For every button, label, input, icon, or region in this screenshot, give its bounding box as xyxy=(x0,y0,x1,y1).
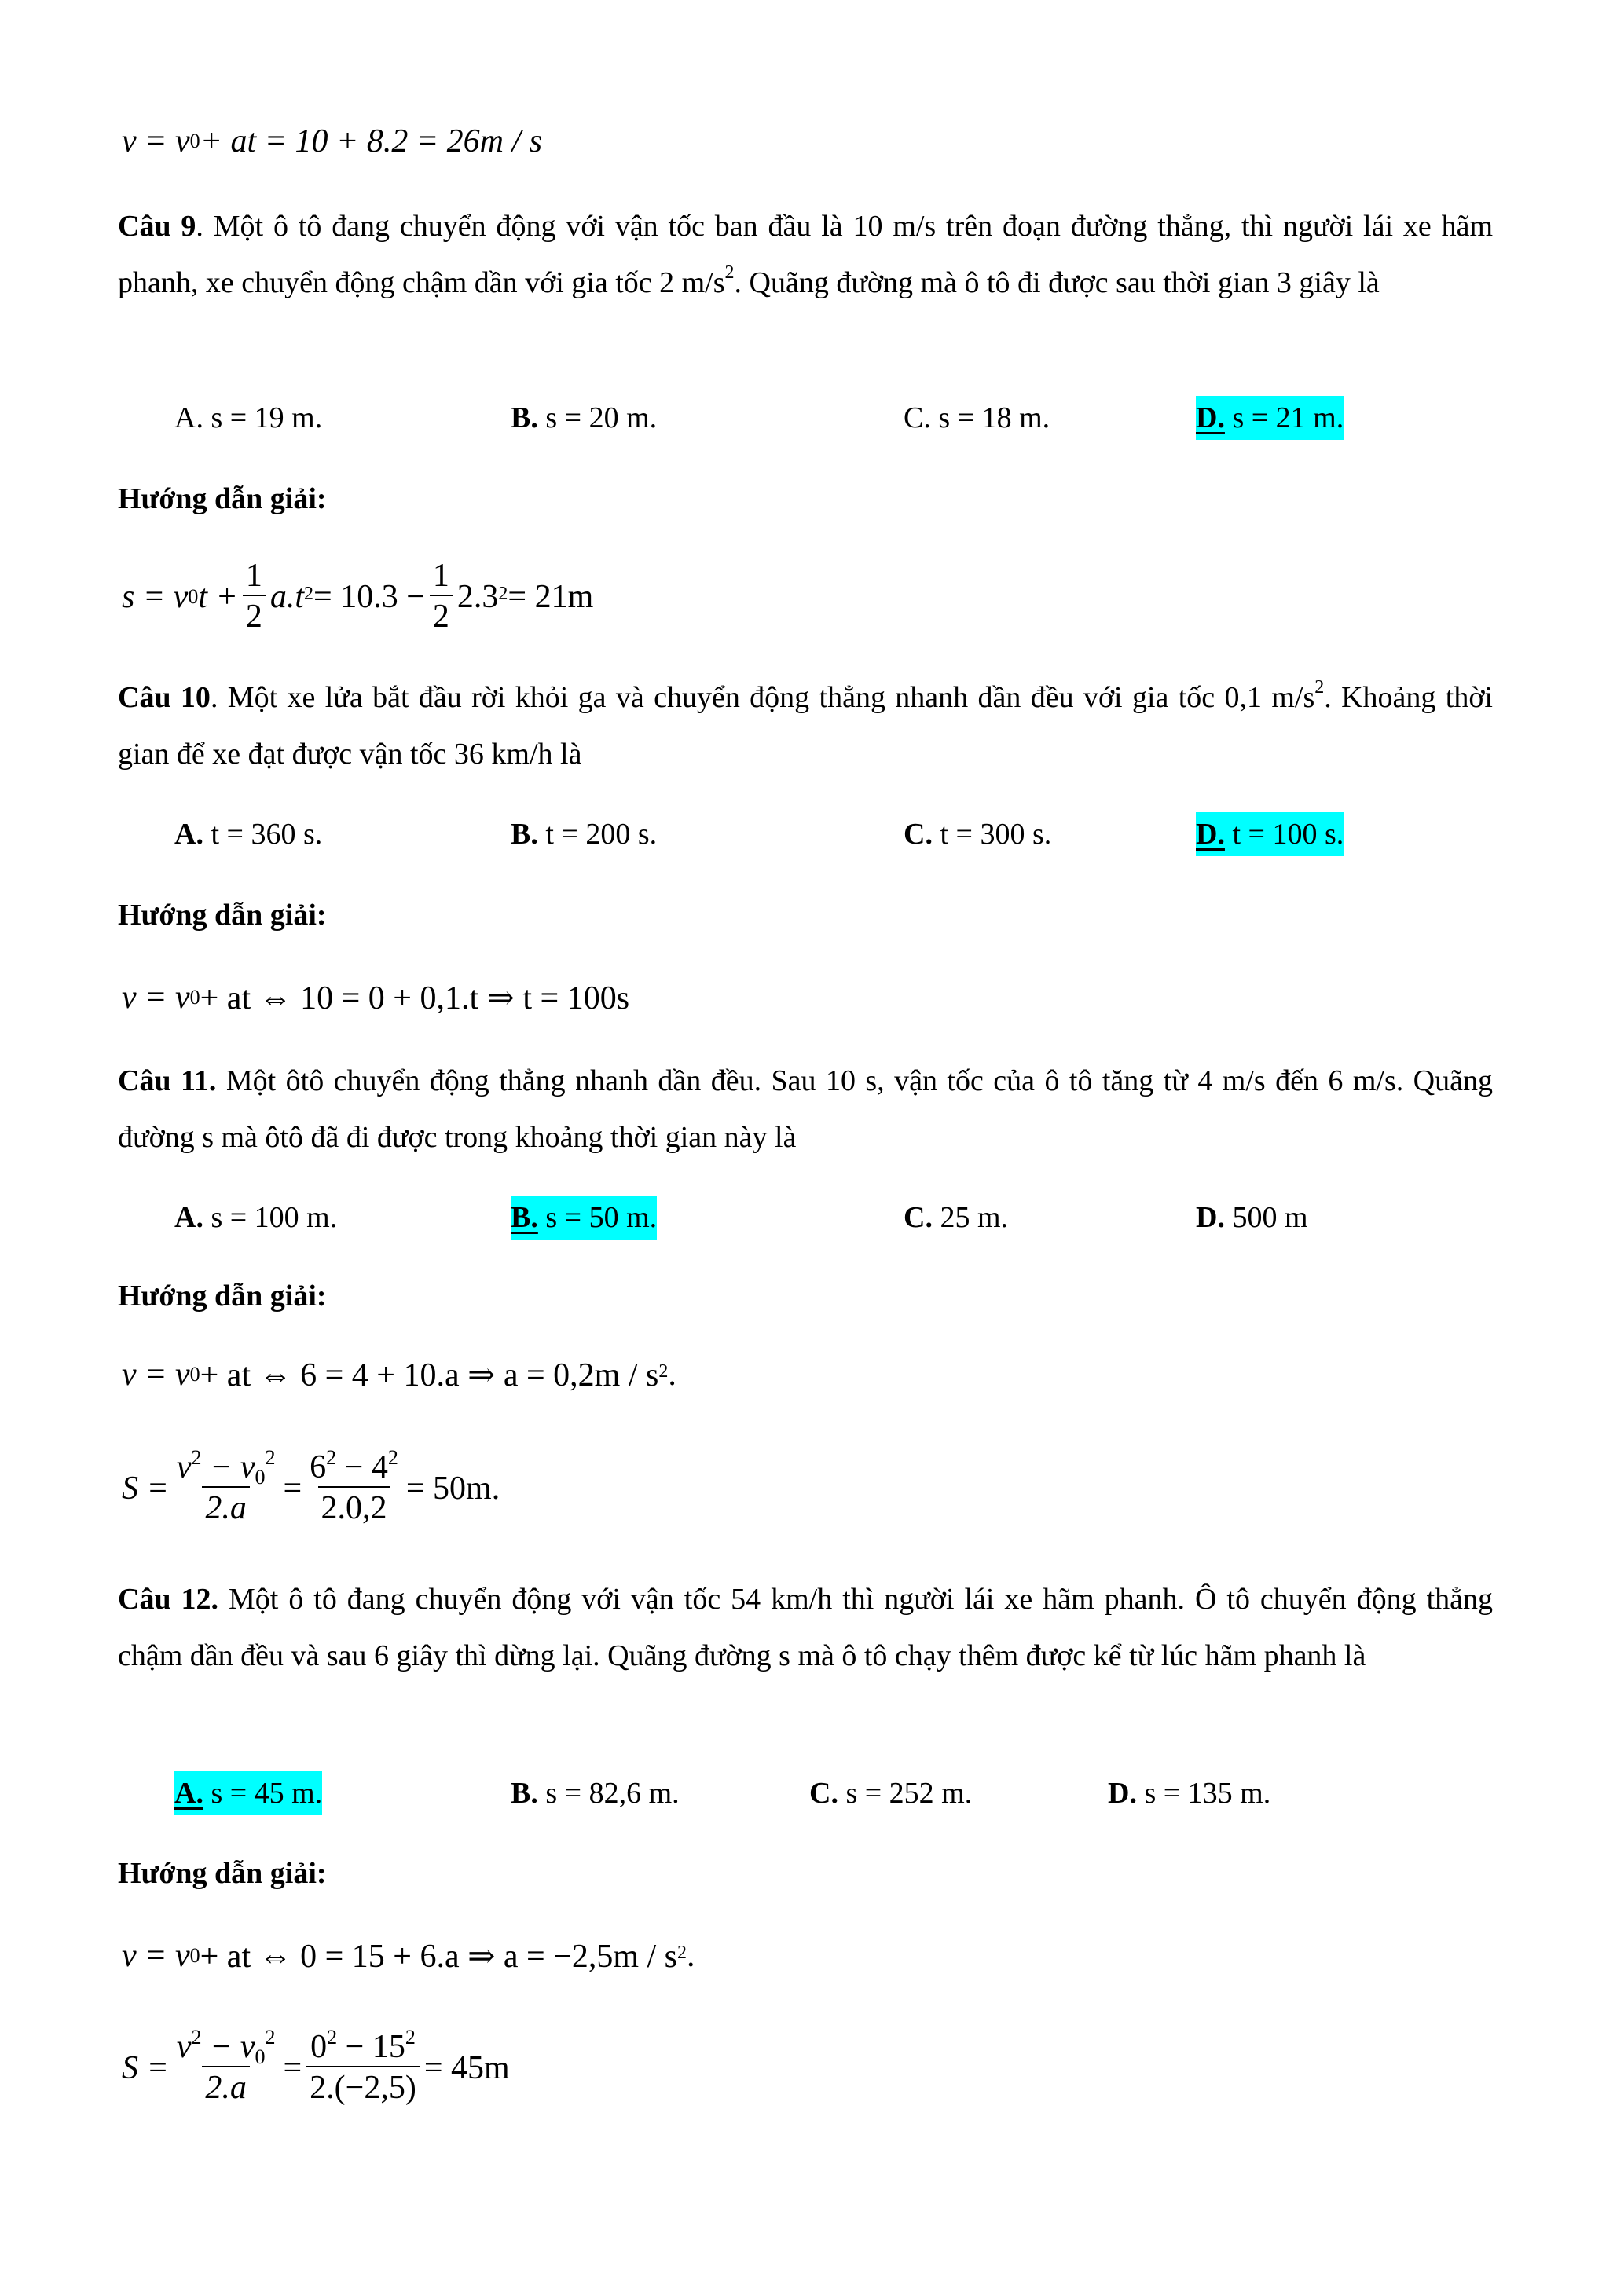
option-text: s = 21 m. xyxy=(1224,401,1344,434)
formula-part: v = v xyxy=(122,123,190,159)
formula-part: v = v xyxy=(122,1357,190,1393)
fraction-values xyxy=(306,1448,401,1529)
formula-superscript: 2 xyxy=(326,1446,337,1469)
solution-heading: Hướng dẫn giải: xyxy=(118,1857,327,1890)
option-text: s = 18 m. xyxy=(930,401,1050,434)
fraction-denominator: 2 xyxy=(430,595,453,637)
formula-superscript: 2 xyxy=(265,2025,276,2049)
formula-part: = xyxy=(283,2049,302,2086)
formula-superscript: 2 xyxy=(387,1446,398,1469)
option-letter: C. xyxy=(904,818,933,851)
question-text: Một ô tô đang chuyển động với vận tốc 54 km/h thì người lái xe hãm phanh. Ô tô chuyển động thẳng chậm dần đều và sau 6 giây thì dừng lại. Quãng đường s mà ô tô chạy thêm được kể từ lúc hãm phanh là xyxy=(118,1583,1494,1672)
formula-subscript: 0 xyxy=(255,2045,266,2068)
option-letter: D. xyxy=(1196,818,1225,851)
solution-heading: Hướng dẫn giải: xyxy=(118,1280,327,1313)
option-b[interactable] xyxy=(511,812,657,856)
fraction-velocity xyxy=(174,2025,279,2108)
option-text: s = 135 m. xyxy=(1136,1777,1271,1810)
question-label: Câu 12. xyxy=(118,1583,219,1616)
fraction-velocity xyxy=(174,1448,279,1529)
question-9 xyxy=(118,198,1493,311)
option-letter: B. xyxy=(511,818,538,851)
fraction-half xyxy=(243,557,266,637)
formula-result: = 45m xyxy=(423,2049,510,2086)
option-letter: B. xyxy=(511,1777,538,1810)
question-superscript: 2 xyxy=(1314,677,1325,698)
option-letter: B. xyxy=(511,401,538,434)
option-letter: A. xyxy=(174,1777,203,1810)
option-a[interactable] xyxy=(174,1196,337,1240)
option-text: s = 252 m. xyxy=(838,1777,973,1810)
option-text: 500 m xyxy=(1224,1201,1308,1234)
option-c[interactable] xyxy=(904,396,1050,440)
option-letter: D. xyxy=(1108,1777,1137,1810)
question-text: . Một xe lửa bắt đầu rời khỏi ga và chuyển động thẳng nhanh dần đều với gia tốc 0,1 m/s xyxy=(210,681,1315,714)
option-text: t = 360 s. xyxy=(203,818,323,851)
question-11 xyxy=(118,1053,1493,1166)
formula-part: 0 xyxy=(310,2028,328,2065)
formula-part: + at ⇔ 0 = 15 + 6.a ⇒ a = −2,5m / s xyxy=(200,1939,678,1975)
option-c[interactable] xyxy=(904,1196,1008,1240)
fraction-numerator xyxy=(174,1446,279,1489)
question-10-options xyxy=(174,812,1510,859)
fraction-values xyxy=(306,2025,420,2108)
solution-11-formula-2 xyxy=(122,1445,500,1532)
option-text: t = 300 s. xyxy=(932,818,1052,851)
fraction-numerator: 1 xyxy=(432,558,449,594)
formula-superscript: 2 xyxy=(191,2025,202,2049)
formula-part: . xyxy=(687,1938,695,1974)
fraction-half xyxy=(430,557,453,637)
formula-subscript: 0 xyxy=(255,1466,266,1489)
formula-part: − 15 xyxy=(337,2028,405,2065)
formula-result: = 21m xyxy=(508,579,594,615)
fraction-numerator xyxy=(307,2025,419,2066)
fraction-denominator: 2.(−2,5) xyxy=(306,2066,420,2108)
fraction-numerator xyxy=(174,2025,279,2068)
question-12-options xyxy=(174,1771,1510,1818)
formula-part: v = v xyxy=(122,980,190,1016)
fraction-denominator: 2.0,2 xyxy=(318,1486,390,1529)
formula-part: + at ⇔ 10 = 0 + 0,1.t ⇒ t = 100s xyxy=(200,980,630,1016)
question-text-cont: . Khoảng thời gian để xe đạt được vận tốc 36 km/h là xyxy=(118,681,1493,771)
solution-heading: Hướng dẫn giải: xyxy=(118,899,327,932)
option-text: t = 200 s. xyxy=(537,818,658,851)
fraction-numerator xyxy=(306,1448,401,1486)
option-text: s = 19 m. xyxy=(203,401,323,434)
formula-part: v = v xyxy=(122,1938,190,1974)
solution-9-formula: s = v 0 t + $\frac{1}{2}$ a.t $^2$ = 10.3 − $\frac{1}{2}$ 2.3 $^2$ = 21m xyxy=(122,554,593,640)
option-d[interactable] xyxy=(1108,1771,1270,1815)
question-9-options xyxy=(174,396,1510,443)
option-text: t = 100 s. xyxy=(1224,818,1344,851)
formula-part: 6 xyxy=(310,1449,327,1485)
question-11-options xyxy=(174,1196,1510,1243)
solution-heading: Hướng dẫn giải: xyxy=(118,482,327,515)
formula-part: S = xyxy=(122,1470,169,1507)
option-letter: C. xyxy=(809,1777,838,1810)
option-a-correct[interactable] xyxy=(174,1771,322,1815)
formula-part: + at = 10 + 8.2 = 26m / s xyxy=(200,123,543,159)
option-text: s = 45 m. xyxy=(203,1777,323,1810)
solution-11-formula-1: v = v 0 + at ⇔ 6 = 4 + 10.a ⇒ a = 0,2m / s $^2$ . xyxy=(122,1357,676,1393)
question-label: Câu 9 xyxy=(118,210,196,243)
option-text: 25 m. xyxy=(932,1201,1009,1234)
formula-part: v xyxy=(176,2028,192,2065)
formula-part: = xyxy=(283,1470,302,1507)
question-10 xyxy=(118,669,1493,782)
option-a[interactable] xyxy=(174,812,322,856)
option-letter: D. xyxy=(1196,1201,1225,1234)
question-label: Câu 11. xyxy=(118,1064,217,1097)
option-letter: B. xyxy=(511,1201,538,1234)
fraction-numerator: 1 xyxy=(245,558,262,594)
formula-part: v xyxy=(176,1449,192,1485)
question-superscript: 2 xyxy=(724,262,735,284)
option-text: s = 50 m. xyxy=(537,1201,658,1234)
formula-part: = 10.3 − xyxy=(313,579,425,615)
option-letter: C. xyxy=(904,401,931,434)
formula-superscript: 2 xyxy=(405,2025,416,2049)
option-d-correct[interactable] xyxy=(1196,396,1344,440)
question-text: Một ôtô chuyển động thẳng nhanh dần đều. Sau 10 s, vận tốc của ô tô tăng từ 4 m/s đến 6 m/s. Quãng đường s mà ôtô đã đi được trong khoảng thời gian này là xyxy=(118,1064,1493,1154)
option-text: s = 100 m. xyxy=(203,1201,338,1234)
option-b[interactable] xyxy=(511,396,657,440)
option-letter: A. xyxy=(174,818,203,851)
fraction-denominator: 2.a xyxy=(202,2066,250,2108)
question-label: Câu 10 xyxy=(118,681,211,714)
formula-superscript: 2 xyxy=(191,1446,202,1469)
formula-superscript: 2 xyxy=(265,1446,276,1469)
option-letter: C. xyxy=(904,1201,933,1234)
fraction-denominator: 2.a xyxy=(202,1486,250,1529)
option-text: s = 82,6 m. xyxy=(537,1777,680,1810)
option-b[interactable] xyxy=(511,1771,680,1815)
question-12 xyxy=(118,1571,1493,1684)
option-c[interactable] xyxy=(904,812,1051,856)
fraction-denominator: 2 xyxy=(243,595,266,637)
formula-part: s = v xyxy=(122,579,189,615)
formula-result: = 50m. xyxy=(405,1470,500,1507)
option-letter: D. xyxy=(1196,401,1225,434)
formula-part: S = xyxy=(122,2049,169,2086)
solution-12-formula-1: v = v 0 + at ⇔ 0 = 15 + 6.a ⇒ a = −2,5m / s $^2$ . xyxy=(122,1938,695,1975)
option-d[interactable] xyxy=(1196,1196,1308,1240)
option-text: s = 20 m. xyxy=(537,401,658,434)
option-b-correct[interactable] xyxy=(511,1196,657,1240)
option-d-correct[interactable] xyxy=(1196,812,1344,856)
formula-superscript: 2 xyxy=(327,2025,338,2049)
option-c[interactable] xyxy=(809,1771,972,1815)
solution-12-formula-2 xyxy=(122,2023,510,2113)
question-text-cont: . Quãng đường mà ô tô đi được sau thời gian 3 giây là xyxy=(734,266,1380,299)
formula-part: t + xyxy=(198,579,238,615)
formula-part: − v xyxy=(201,1449,255,1485)
solution-10-formula: v = v 0 + at ⇔ 10 = 0 + 0,1.t ⇒ t = 100s xyxy=(122,980,630,1016)
formula-part: − 4 xyxy=(336,1449,388,1485)
formula-part: − v xyxy=(201,2028,255,2065)
option-letter: A. xyxy=(174,401,203,434)
question-text: . Một ô tô đang chuyển động với vận tốc ban đầu là 10 m/s trên đoạn đường thẳng, thì người lái xe hãm phanh, xe chuyển động chậm dần với gia tốc 2 m/s xyxy=(118,210,1493,299)
formula-part: . xyxy=(668,1357,676,1393)
option-a[interactable] xyxy=(174,396,322,440)
option-letter: A. xyxy=(174,1201,203,1234)
formula-part: 2.3 xyxy=(456,579,499,615)
formula-part: a.t xyxy=(269,579,305,615)
top-formula: v = v 0 + at = 10 + 8.2 = 26m / s xyxy=(122,123,543,159)
formula-part: + at ⇔ 6 = 4 + 10.a ⇒ a = 0,2m / s xyxy=(200,1357,659,1393)
